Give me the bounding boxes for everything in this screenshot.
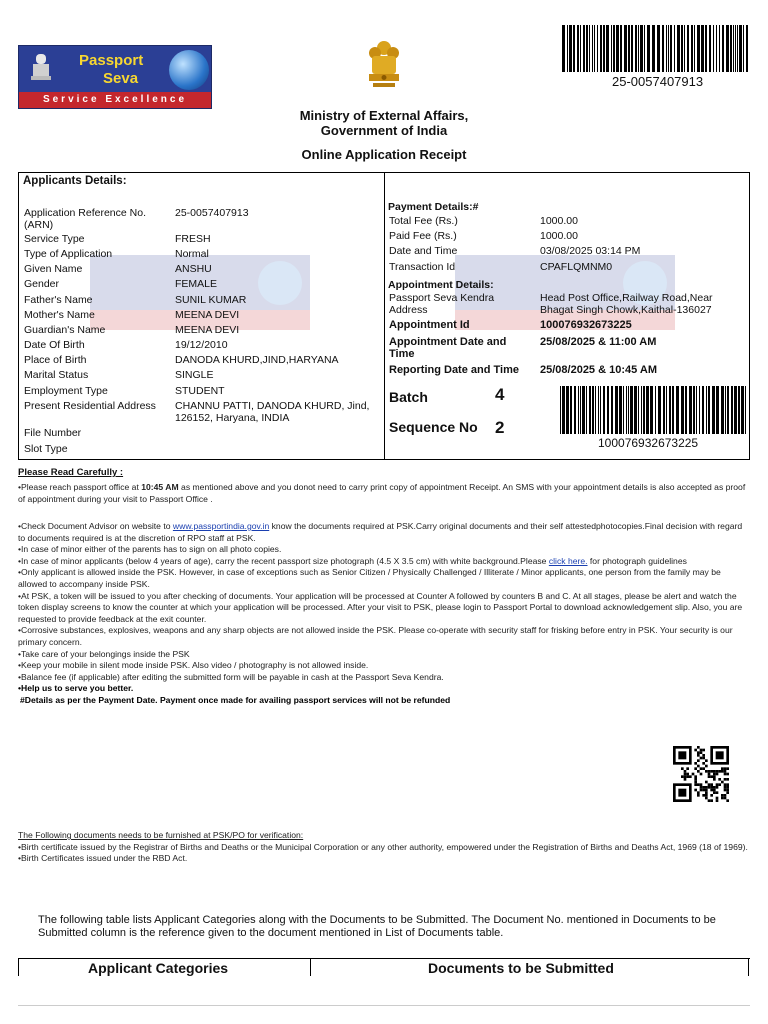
barcode-bar xyxy=(706,386,707,434)
value-appointment-date: 25/08/2025 & 11:00 AM xyxy=(540,336,657,348)
value-arn: 25-0057407913 xyxy=(175,207,249,219)
barcode-bar xyxy=(657,25,660,72)
barcode-bar xyxy=(652,25,655,72)
globe-icon xyxy=(169,50,209,90)
barcode-bar xyxy=(731,386,733,434)
passport-india-link[interactable]: www.passportindia.gov.in xyxy=(172,521,270,531)
label-appointment-date: Appointment Date and Time xyxy=(389,336,507,360)
header-applicant-categories: Applicant Categories xyxy=(88,960,229,976)
note-token: •At PSK, a token will be issued to you after checking of documents. Your application will be processed at Counter A followed by counters B and C. At all stages, please be alert and watch the token display screens to know the counter at which your application will be processed. After your visit to PSK, please login to Passport Portal to download acknowledgement slip. Also, you are requested to provide feedback at the exit counter. xyxy=(18,590,743,624)
barcode-bar xyxy=(586,386,587,434)
barcode-bar xyxy=(611,25,612,72)
barcode-bar xyxy=(569,25,572,72)
barcode-bar xyxy=(699,386,700,434)
page-divider xyxy=(18,1005,750,1006)
barcode-bar xyxy=(684,25,685,72)
label-file-number: File Number xyxy=(24,427,82,439)
table-intro: The following table lists Applicant Categories along with the Documents to be Submitted. The Document No. mentioned in Documents to be Submitted column is the reference given to the document mentioned in List of Documents table. xyxy=(38,914,716,939)
label-sequence: Sequence No xyxy=(389,419,478,435)
barcode-bar xyxy=(719,25,720,72)
barcode-bar xyxy=(638,25,639,72)
barcode-bar xyxy=(595,386,596,434)
barcode-bar xyxy=(726,25,729,72)
barcode-bar xyxy=(745,386,746,434)
barcode-bar xyxy=(611,386,613,434)
barcode-bar xyxy=(578,386,579,434)
value-mother-name: MEENA DEVI xyxy=(175,309,240,321)
label-slot-type: Slot Type xyxy=(24,443,68,455)
barcode-bar xyxy=(705,25,707,72)
barcode-bar xyxy=(676,386,679,434)
barcode-bar xyxy=(616,25,619,72)
label-given-name: Given Name xyxy=(24,263,83,275)
barcode-bar xyxy=(623,386,624,434)
barcode-bar xyxy=(592,386,594,434)
barcode-bar xyxy=(598,386,599,434)
barcode-bar xyxy=(733,25,734,72)
barcode-bar xyxy=(716,386,719,434)
barcode-bar xyxy=(658,386,661,434)
barcode-bar xyxy=(634,386,637,434)
notes-list xyxy=(18,521,750,707)
table-border-right xyxy=(748,958,749,976)
barcode-bar xyxy=(566,386,569,434)
barcode-bar xyxy=(693,386,695,434)
barcode-bar xyxy=(573,25,575,72)
header-documents-submitted: Documents to be Submitted xyxy=(428,960,614,976)
logo-tagline: Service Excellence xyxy=(19,92,211,108)
document-item-2: •Birth Certificates issued under the RBD Act. xyxy=(18,853,188,864)
barcode-bar xyxy=(600,25,602,72)
barcode-bar xyxy=(741,386,744,434)
column-divider xyxy=(384,172,385,460)
label-mother-name: Mother's Name xyxy=(24,309,95,321)
barcode-bar xyxy=(647,25,650,72)
emblem-icon xyxy=(27,52,55,86)
table-border-left xyxy=(18,958,19,976)
barcode-bar xyxy=(594,25,595,72)
barcode-bar xyxy=(739,25,742,72)
label-employment-type: Employment Type xyxy=(24,385,108,397)
note-reach: •Please reach passport office at 10:45 AM as mentioned above and you donot need to carry print copy of appointment Receipt. An SMS with your appointment details is also accepted as proof of appointment during your visit to Passport Office . xyxy=(18,482,746,504)
barcode-bar xyxy=(666,25,667,72)
label-father-name: Father's Name xyxy=(24,294,93,306)
label-place-of-birth: Place of Birth xyxy=(24,354,87,366)
label-transaction-id: Transaction Id xyxy=(389,261,456,273)
barcode-bar xyxy=(631,25,633,72)
value-total-fee: 1000.00 xyxy=(540,215,578,227)
barcode-bar xyxy=(592,25,593,72)
ministry-line2: Government of India xyxy=(320,123,448,138)
payment-title: Payment Details:# xyxy=(388,201,479,213)
label-gender: Gender xyxy=(24,278,60,290)
barcode-bar xyxy=(583,25,585,72)
label-batch: Batch xyxy=(389,389,428,405)
barcode-bar xyxy=(643,386,645,434)
barcode-bar xyxy=(640,25,643,72)
barcode-bar xyxy=(672,386,674,434)
barcode-bar xyxy=(668,25,669,72)
barcode-bar xyxy=(635,25,637,72)
receipt-title: Online Application Receipt xyxy=(301,147,467,162)
arn-barcode xyxy=(562,25,748,72)
barcode-bar xyxy=(712,386,715,434)
barcode-bar xyxy=(560,386,561,434)
barcode-bar xyxy=(696,386,697,434)
value-dob: 19/12/2010 xyxy=(175,339,228,351)
value-appointment-id: 100076932673225 xyxy=(540,319,632,331)
table-border-middle xyxy=(310,958,311,976)
barcode-bar xyxy=(562,25,565,72)
label-dob: Date Of Birth xyxy=(24,339,85,351)
label-service-type: Service Type xyxy=(24,233,85,245)
note-minor-sign: •In case of minor either of the parents has to sign on all photo copies. xyxy=(18,544,282,555)
label-guardian-name: Guardian's Name xyxy=(24,324,106,336)
barcode-bar xyxy=(722,25,724,72)
barcode-bar xyxy=(580,386,581,434)
label-marital-status: Marital Status xyxy=(24,369,89,381)
barcode-bar xyxy=(641,386,642,434)
barcode-bar xyxy=(687,25,689,72)
barcode-bar xyxy=(662,25,664,72)
value-gender: FEMALE xyxy=(175,278,218,290)
barcode-bar xyxy=(603,386,605,434)
value-address: CHANNU PATTI, DANODA KHURD, Jind, 126152, Haryana, INDIA xyxy=(175,400,370,424)
barcode-bar xyxy=(677,25,680,72)
barcode-bar xyxy=(730,25,732,72)
barcode-bar xyxy=(597,25,598,72)
value-paid-fee: 1000.00 xyxy=(540,230,578,242)
barcode-bar xyxy=(582,386,585,434)
barcode-bar xyxy=(674,25,675,72)
barcode-bar xyxy=(628,25,630,72)
photo-guidelines-link[interactable]: click here. xyxy=(548,555,588,566)
label-reporting-date: Reporting Date and Time xyxy=(389,364,519,376)
barcode-bar xyxy=(670,25,672,72)
barcode-bar xyxy=(713,25,714,72)
label-application-type: Type of Application xyxy=(24,248,113,260)
value-application-type: Normal xyxy=(175,248,209,260)
label-appointment-id: Appointment Id xyxy=(389,319,470,331)
value-sequence: 2 xyxy=(495,418,505,437)
barcode-bar xyxy=(709,25,711,72)
barcode-bar xyxy=(666,386,667,434)
barcode-bar xyxy=(613,25,615,72)
value-psk-address: Head Post Office,Railway Road,Near Bhagat Singh Chowk,Kaithal-136027 xyxy=(540,292,713,316)
value-given-name: ANSHU xyxy=(175,263,212,275)
barcode-bar xyxy=(655,386,656,434)
barcode-bar xyxy=(620,25,622,72)
barcode-bar xyxy=(644,25,645,72)
note-help: •Help us to serve you better. xyxy=(18,683,134,694)
documents-heading: The Following documents needs to be furnished at PSK/PO for verification: xyxy=(18,830,304,840)
barcode-bar xyxy=(589,386,591,434)
note-minor-photo: •In case of minor applicants (below 4 years of age), carry the recent passport size photograph (4.5 X 3.5 cm) with white background.Please click here. for photograph guidelines xyxy=(18,555,687,566)
barcode-bar xyxy=(607,386,609,434)
arn-top-number: 25-0057407913 xyxy=(612,74,704,89)
barcode-bar xyxy=(606,25,609,72)
barcode-bar xyxy=(738,386,740,434)
barcode-bar xyxy=(650,386,653,434)
barcode-bar xyxy=(567,25,568,72)
value-transaction-id: CPAFLQMNM0 xyxy=(540,261,613,273)
barcode-bar xyxy=(630,386,633,434)
barcode-bar xyxy=(574,386,576,434)
barcode-bar xyxy=(562,386,565,434)
barcode-bar xyxy=(669,386,671,434)
barcode-bar xyxy=(691,25,693,72)
logo-line1: Passport xyxy=(79,52,144,69)
barcode-bar xyxy=(697,25,700,72)
barcode-bar xyxy=(628,386,629,434)
note-balance: •Balance fee (if applicable) after editing the submitted form will be payable in cash at the Passport Seva Kendra. xyxy=(18,671,444,682)
barcode-bar xyxy=(580,25,581,72)
barcode-bar xyxy=(743,25,744,72)
qr-code xyxy=(673,746,729,802)
barcode-bar xyxy=(708,386,710,434)
barcode-bar xyxy=(727,386,729,434)
barcode-bar xyxy=(577,25,579,72)
notes-heading: Please Read Carefully : xyxy=(18,467,124,478)
barcode-bar xyxy=(681,25,683,72)
barcode-bar xyxy=(702,386,704,434)
label-total-fee: Total Fee (Rs.) xyxy=(389,215,458,227)
barcode-bar xyxy=(586,25,588,72)
barcode-bar xyxy=(570,386,572,434)
barcode-bar xyxy=(735,25,736,72)
barcode-bar xyxy=(619,386,622,434)
value-service-type: FRESH xyxy=(175,233,211,245)
label-arn: Application Reference No. (ARN) xyxy=(24,207,146,231)
barcode-bar xyxy=(721,386,724,434)
barcode-bar xyxy=(626,386,627,434)
barcode-bar xyxy=(646,386,649,434)
barcode-bar xyxy=(746,25,748,72)
barcode-bar xyxy=(624,25,627,72)
label-paid-fee: Paid Fee (Rs.) xyxy=(389,230,457,242)
documents-section xyxy=(18,830,750,865)
ministry-line1: Ministry of External Affairs, xyxy=(299,108,469,123)
appointment-title: Appointment Details: xyxy=(388,279,494,291)
barcode-bar xyxy=(600,386,601,434)
barcode-bar xyxy=(694,25,695,72)
value-batch: 4 xyxy=(495,385,505,404)
logo-line2: Seva xyxy=(103,70,139,87)
value-guardian-name: MEENA DEVI xyxy=(175,324,240,336)
barcode-bar xyxy=(685,386,687,434)
note-belongings: •Take care of your belongings inside the PSK xyxy=(18,648,190,659)
value-place-of-birth: DANODA KHURD,JIND,HARYANA xyxy=(175,354,339,366)
passport-seva-logo xyxy=(18,45,212,109)
value-marital-status: SINGLE xyxy=(175,369,214,381)
label-psk-address: Passport Seva Kendra Address xyxy=(389,292,495,316)
applicants-title: Applicants Details: xyxy=(23,175,127,187)
note-only-applicant: •Only applicant is allowed inside the PSK. However, in case of exceptions such as Senior Citizen / Physically Challenged / Illiterate / Minor applicants, one person from the family may be allowed to accompany inside PSK. xyxy=(18,567,721,589)
barcode-bar xyxy=(737,25,738,72)
barcode-bar xyxy=(716,25,717,72)
appointment-barcode-number: 100076932673225 xyxy=(598,436,699,450)
barcode-bar xyxy=(663,386,665,434)
barcode-bar xyxy=(734,386,737,434)
value-reporting-date: 25/08/2025 & 10:45 AM xyxy=(540,364,657,376)
note-corrosive: •Corrosive substances, explosives, weapons and any sharp objects are not allowed inside the PSK. Please co-operate with security staff for frisking before entry in PSK. Your security is our primary concern. xyxy=(18,625,733,647)
barcode-bar xyxy=(638,386,639,434)
note-advisor: •Check Document Advisor on website to www.passportindia.gov.in know the documents required at PSK.Carry original documents and their self attestedphotocopies.Final decision with regard to documents required is at the discretion of RPO staff at PSK. xyxy=(18,521,743,543)
barcode-bar xyxy=(681,386,684,434)
barcode-bar xyxy=(701,25,704,72)
value-father-name: SUNIL KUMAR xyxy=(175,294,247,306)
barcode-bar xyxy=(603,25,605,72)
barcode-bar xyxy=(615,386,618,434)
barcode-bar xyxy=(689,386,692,434)
barcode-bar xyxy=(725,386,726,434)
appointment-barcode xyxy=(560,386,746,434)
note-mobile: •Keep your mobile in silent mode inside PSK. Also video / photography is not allowed inside. xyxy=(18,660,369,671)
barcode-bar xyxy=(589,25,590,72)
national-emblem-icon xyxy=(364,38,404,94)
label-address: Present Residential Address xyxy=(24,400,156,412)
value-employment-type: STUDENT xyxy=(175,385,225,397)
document-item-1: •Birth certificate issued by the Registrar of Births and Deaths or the Municipal Corporation or any other authority, empowered under the Registration of Births and Deaths Act, 1969 (18 of 1969). xyxy=(18,841,748,852)
note-details: #Details as per the Payment Date. Payment once made for availing passport services will not be refunded xyxy=(20,694,451,705)
label-payment-date: Date and Time xyxy=(389,245,458,257)
value-payment-date: 03/08/2025 03:14 PM xyxy=(540,245,641,257)
